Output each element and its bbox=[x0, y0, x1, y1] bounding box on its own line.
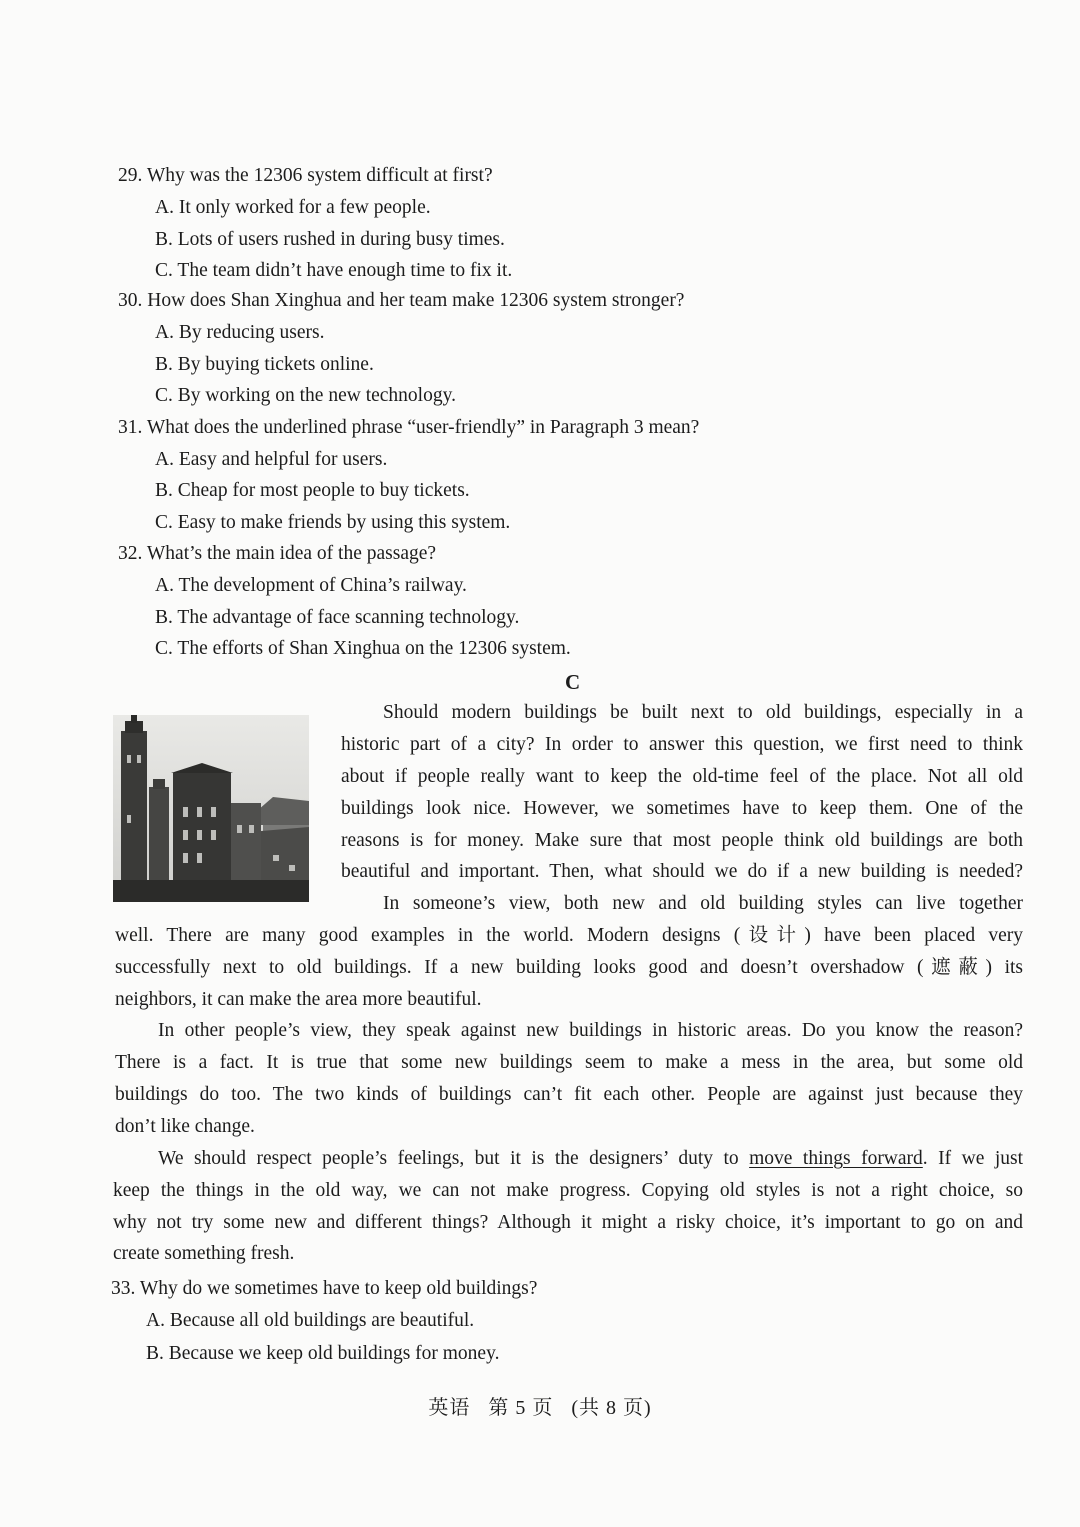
passage-line: well. There are many good examples in the world. Modern designs (设计) have been placed very bbox=[115, 925, 1023, 946]
passage-line: keep the things in the old way, we can not make progress. Copying old styles is not a right choice, so bbox=[113, 1180, 1023, 1201]
passage-line: beautiful and important. Then, what should we do if a new building is needed? bbox=[341, 861, 1023, 882]
underlined-phrase: move things forward bbox=[749, 1148, 923, 1169]
footer-subject: 英语 bbox=[428, 1397, 471, 1419]
option-29c: C. The team didn’t have enough time to fix it. bbox=[155, 260, 513, 281]
passage-line: create something fresh. bbox=[113, 1243, 295, 1264]
option-33b: B. Because we keep old buildings for money. bbox=[146, 1343, 500, 1364]
option-32c: C. The efforts of Shan Xinghua on the 12306 system. bbox=[155, 638, 571, 659]
option-30c: C. By working on the new technology. bbox=[155, 385, 456, 406]
option-31c: C. Easy to make friends by using this system. bbox=[155, 512, 511, 533]
option-30a: A. By reducing users. bbox=[155, 322, 325, 343]
option-29a: A. It only worked for a few people. bbox=[155, 197, 431, 218]
passage-line: don’t like change. bbox=[115, 1116, 255, 1137]
passage-line: neighbors, it can make the area more beautiful. bbox=[115, 989, 482, 1010]
question-29: 29. Why was the 12306 system difficult at first? bbox=[118, 165, 493, 186]
question-32: 32. What’s the main idea of the passage? bbox=[118, 543, 437, 564]
passage-line: about if people really want to keep the old-time feel of the place. Not all old bbox=[341, 766, 1023, 787]
section-title: C bbox=[565, 670, 581, 694]
question-30: 30. How does Shan Xinghua and her team make 12306 system stronger? bbox=[118, 290, 685, 311]
passage-line: buildings look nice. However, we sometimes have to keep them. One of the bbox=[341, 798, 1023, 819]
option-29b: B. Lots of users rushed in during busy times. bbox=[155, 229, 505, 250]
passage-text: We should respect people’s feelings, but it is the designers’ duty to bbox=[158, 1148, 750, 1169]
passage-line bbox=[158, 1149, 1023, 1169]
passage-line: There is a fact. It is true that some new buildings seem to make a mess in the area, but some old bbox=[115, 1052, 1023, 1073]
passage-line: buildings do too. The two kinds of buildings can’t fit each other. People are against just because they bbox=[115, 1084, 1023, 1105]
option-33a: A. Because all old buildings are beautiful. bbox=[146, 1310, 475, 1331]
old-buildings-photo bbox=[113, 715, 309, 902]
passage-line: Should modern buildings be built next to old buildings, especially in a bbox=[383, 702, 1023, 723]
passage-text: . If we just bbox=[922, 1148, 1023, 1169]
footer-total: (共 8 页) bbox=[571, 1397, 652, 1419]
option-31a: A. Easy and helpful for users. bbox=[155, 449, 388, 470]
passage-line: why not try some new and different things? Although it might a risky choice, it’s important to go on and bbox=[113, 1212, 1023, 1233]
passage-line: historic part of a city? In order to answer this question, we first need to think bbox=[341, 734, 1023, 755]
passage-line: In other people’s view, they speak against new buildings in historic areas. Do you know the reason? bbox=[158, 1020, 1023, 1041]
passage-line: successfully next to old buildings. If a new building looks good and doesn’t overshadow (遮蔽) its bbox=[115, 957, 1023, 978]
option-31b: B. Cheap for most people to buy tickets. bbox=[155, 480, 470, 501]
passage-line: reasons is for money. Make sure that most people think old buildings are both bbox=[341, 830, 1023, 851]
option-32b: B. The advantage of face scanning technology. bbox=[155, 607, 520, 628]
page-footer bbox=[0, 1391, 1080, 1420]
footer-page: 第 5 页 bbox=[488, 1397, 554, 1419]
question-33: 33. Why do we sometimes have to keep old buildings? bbox=[111, 1278, 538, 1299]
passage-line: In someone’s view, both new and old building styles can live together bbox=[383, 893, 1023, 914]
option-30b: B. By buying tickets online. bbox=[155, 354, 374, 375]
question-31: 31. What does the underlined phrase “user-friendly” in Paragraph 3 mean? bbox=[118, 417, 700, 438]
option-32a: A. The development of China’s railway. bbox=[155, 575, 467, 596]
